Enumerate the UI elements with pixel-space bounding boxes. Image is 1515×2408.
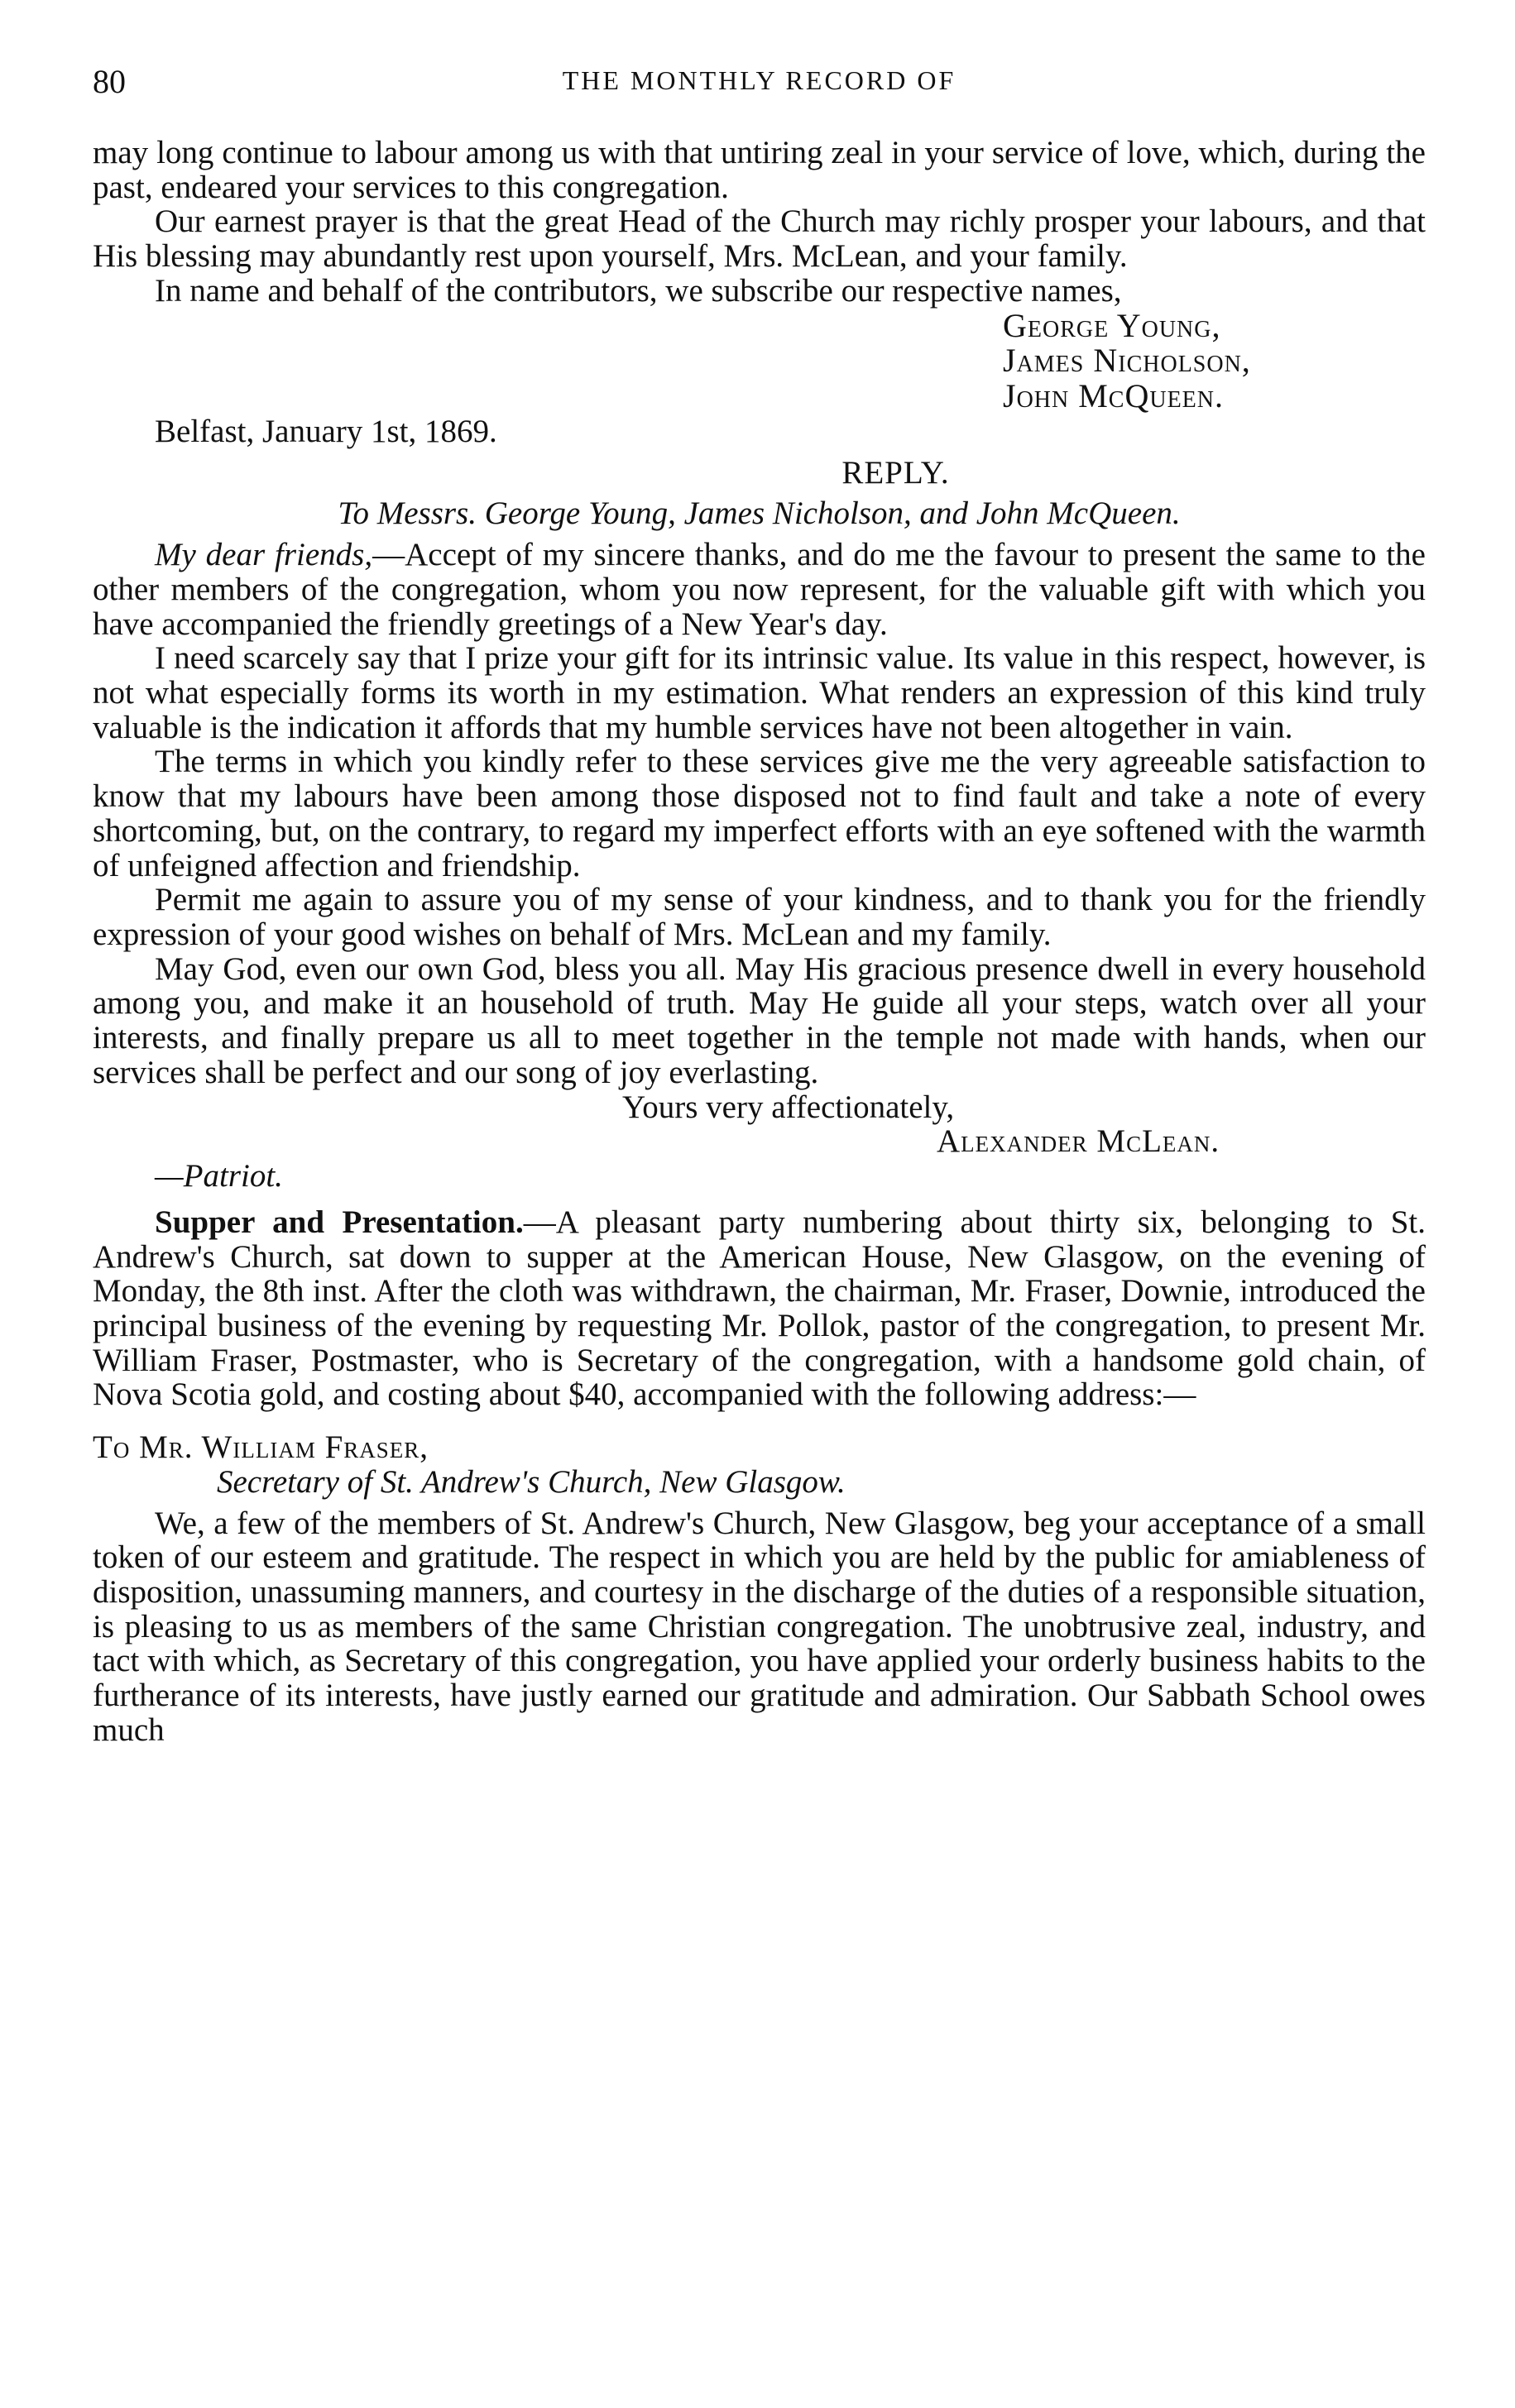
supper-addressee-title: Secretary of St. Andrew's Church, New Glasgow. [217, 1463, 846, 1500]
address-paragraph-3: In name and behalf of the contributors, we subscribe our respective names, [155, 272, 1122, 309]
address-conclusion [93, 136, 1426, 449]
address-date: Belfast, January 1st, 1869. [155, 413, 497, 449]
reply-to-line: To Messrs. George Young, James Nicholson, and John McQueen. [338, 495, 1181, 532]
supper-section [93, 1205, 1426, 1748]
address-paragraph-2: Our earnest prayer is that the great Head of the Church may richly prosper your labours, and that His blessing may abundantly rest upon yourself, Mrs. McLean, and your family. [93, 203, 1426, 275]
supper-paragraph-1-text: —A pleasant party numbering about thirty six, belonging to St. Andrew's Church, sat down to supper at the American House, New Glasgow, on the evening of Monday, the 8th inst. After the cloth was withdrawn, the chairman, Mr. Fraser, Downie, introduced the principal business of the evening by requesting Mr. Pollok, pastor of the congregation, to present Mr. William Fraser, Postmaster, who is Secretary of the congregation, with a handsome gold chain, of Nova Scotia gold, and costing about $40, accompanied with the following address:— [93, 1204, 1426, 1413]
reply-closing: Yours very affectionately, [622, 1089, 955, 1125]
reply-signature: Alexander McLean. [937, 1123, 1220, 1160]
signatory-1: George Young, [1003, 306, 1221, 344]
supper-addressee: To Mr. William Fraser, [93, 1429, 429, 1466]
address-paragraph-1: may long continue to labour among us with that untiring zeal in your service of love, which, during the past, endeared your services to this congregation. [93, 135, 1426, 205]
page-header [93, 65, 1426, 103]
reply-paragraph-3: The terms in which you kindly refer to these services give me the very agreeable satisfaction to know that my labours have been among those disposed not to find fault and take a note of every shortcoming, but, on the contrary, to regard my imperfect efforts with an eye softened with the warmth of unfeigned affection and friendship. [93, 744, 1426, 883]
reply-paragraph-1-text: —Accept of my sincere thanks, and do me the favour to present the same to the other members of the congregation, whom you now represent, for the valuable gift with which you have accompanied the friendly greetings of a New Year's day. [93, 537, 1426, 642]
page-number: 80 [93, 63, 126, 100]
supper-paragraph-1 [93, 1205, 1426, 1412]
running-head: THE MONTHLY RECORD OF [562, 65, 956, 95]
reply-paragraph-5: May God, even our own God, bless you all. May His gracious presence dwell in every household among you, and make it an household of truth. May He guide all your steps, watch over all your interests, and finally prepare us all to meet together in the temple not made with hands, when our services shall be perfect and our song of joy everlasting. [93, 950, 1426, 1090]
reply-paragraph-1 [93, 538, 1426, 641]
supper-paragraph-2: We, a few of the members of St. Andrew's Church, New Glasgow, beg your acceptance of a small token of our esteem and gratitude. The respect in which you are held by the public for amiableness of disposition, unassuming manners, and courtesy in the discharge of the duties of a responsible situation, is pleasing to us as members of the same Christian congregation. The unobtrusive zeal, industry, and tact with which, as Secretary of this congregation, you have applied your orderly business habits to the furtherance of its interests, have justly earned our gratitude and admiration. Our Sabbath School owes much [93, 1505, 1426, 1748]
reply-section [93, 456, 1426, 1194]
reply-paragraph-2: I need scarcely say that I prize your gift for its intrinsic value. Its value in this respect, however, is not what especially forms its worth in my estimation. What renders an expression of this kind truly valuable is the indication it affords that my humble services have not been altogether in vain. [93, 640, 1426, 745]
reply-salutation: My dear friends, [155, 537, 373, 573]
supper-heading: Supper and Presentation. [155, 1204, 524, 1240]
reply-heading: REPLY. [841, 454, 950, 491]
signatory-2: James Nicholson, [1003, 342, 1251, 380]
source-credit: —Patriot. [155, 1158, 283, 1194]
signatory-3: John McQueen. [1003, 377, 1225, 415]
reply-paragraph-4: Permit me again to assure you of my sense of your kindness, and to thank you for the friendly expression of your good wishes on behalf of Mrs. McLean and my family. [93, 882, 1426, 953]
